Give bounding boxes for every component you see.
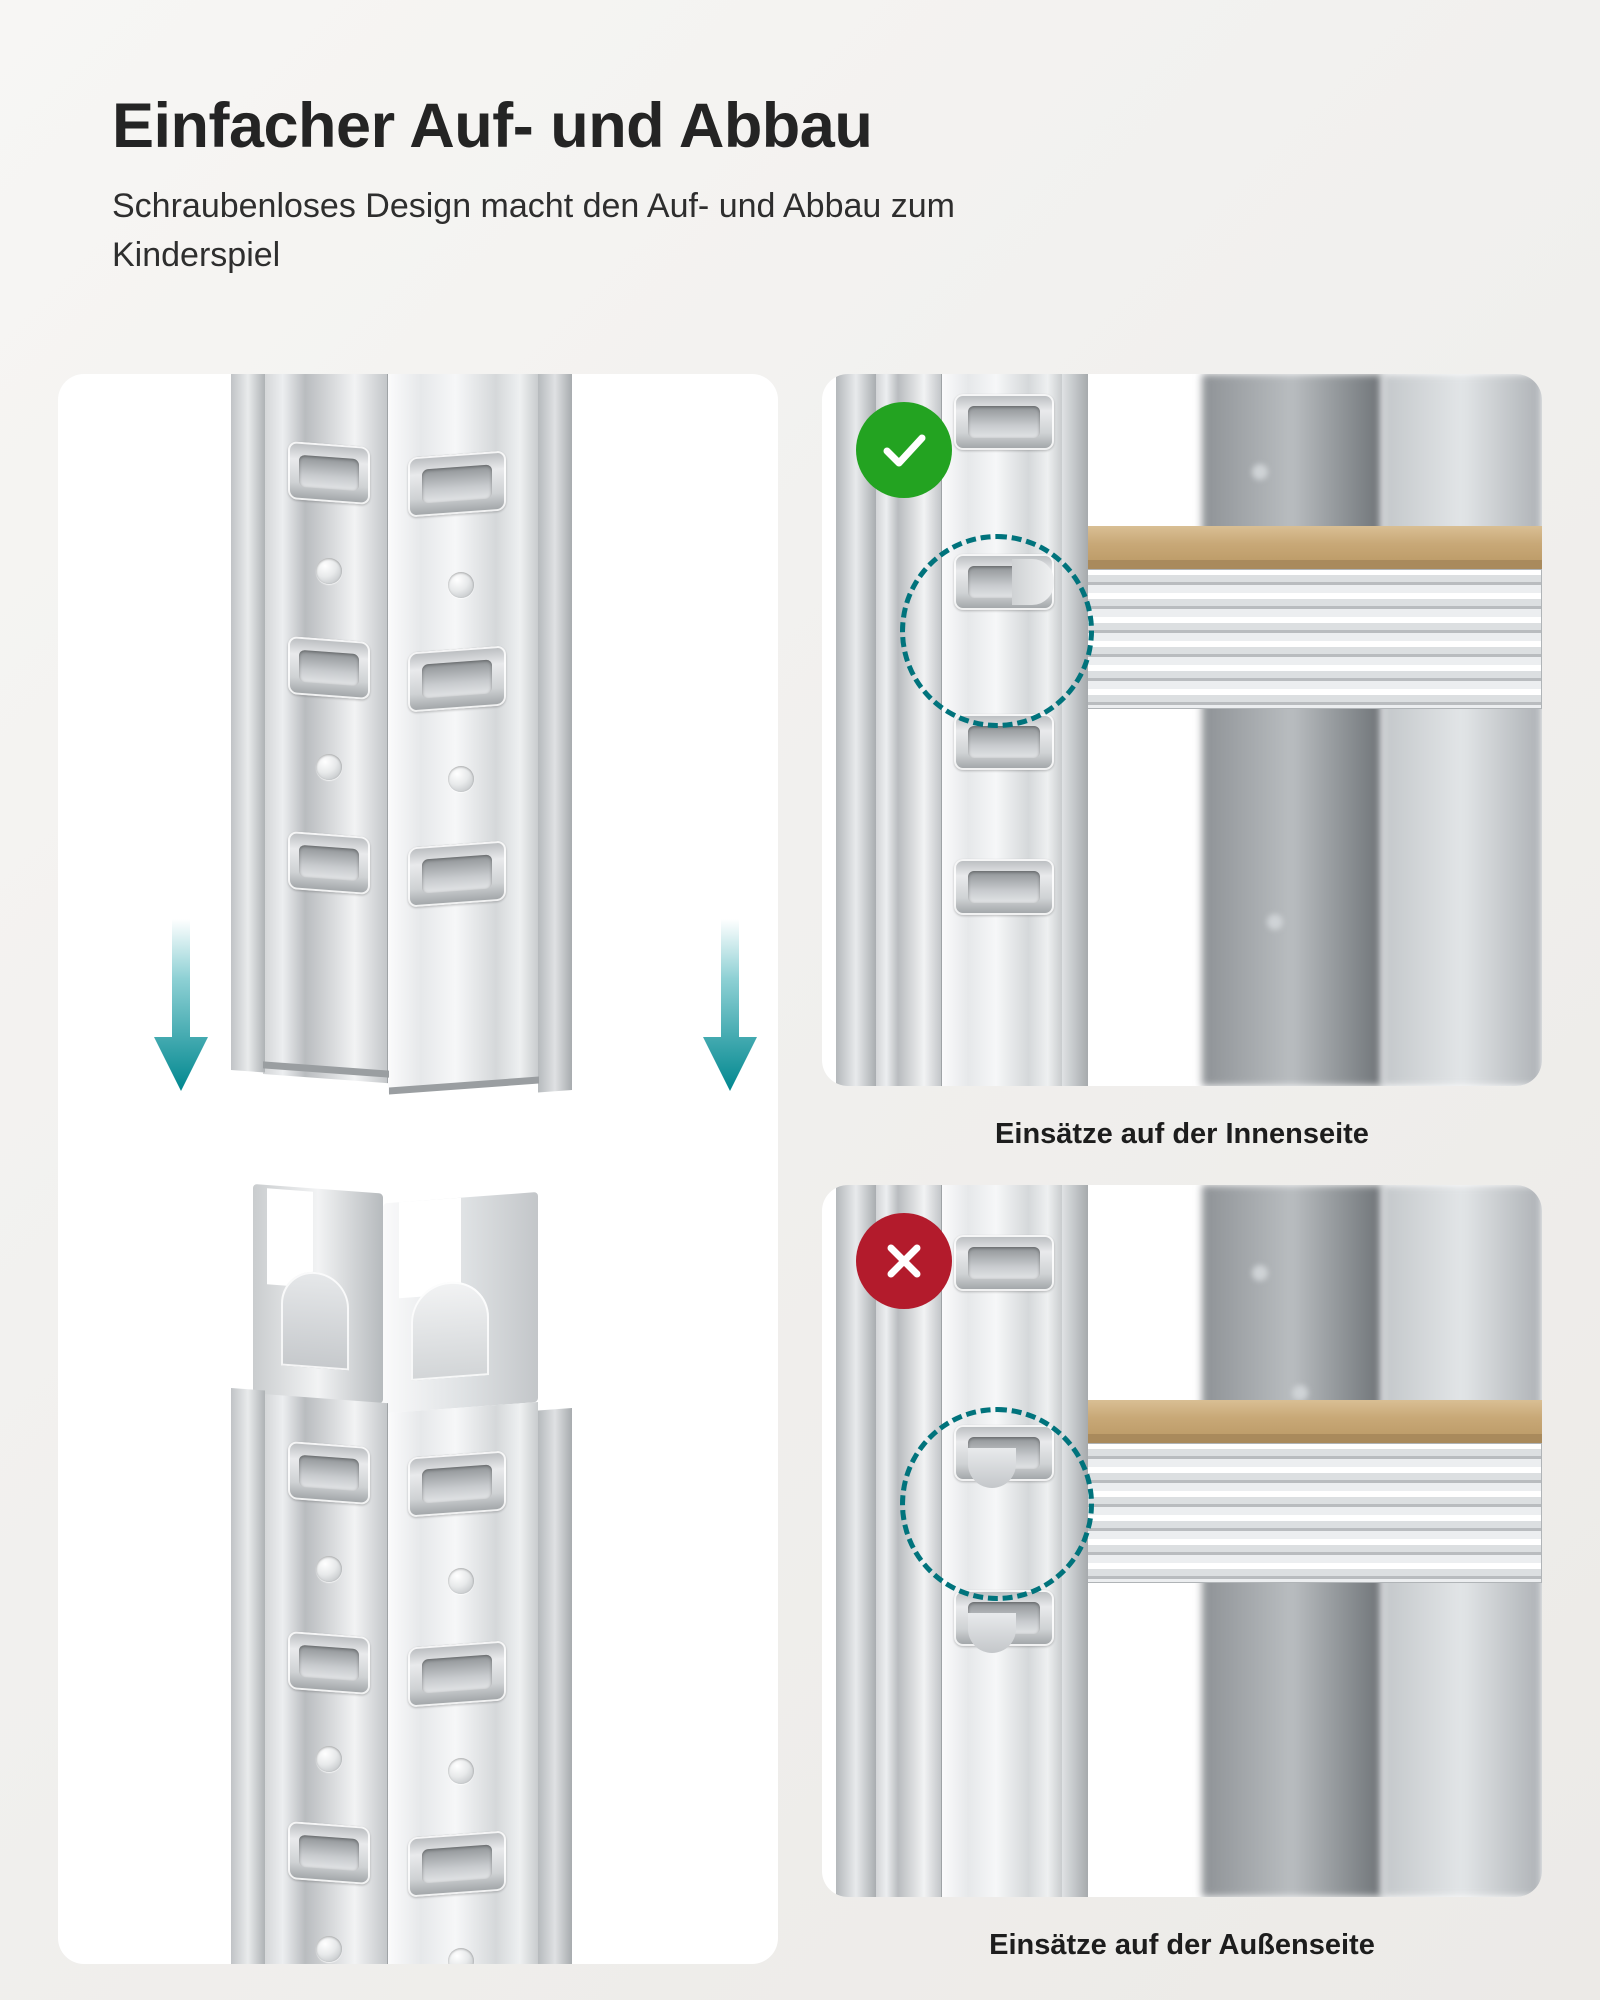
header bbox=[112, 92, 1412, 281]
background-column-right bbox=[1382, 374, 1542, 1086]
post-slot bbox=[408, 645, 506, 712]
highlight-circle bbox=[900, 1407, 1094, 1601]
post-hole bbox=[316, 1936, 342, 1962]
status-badge-correct bbox=[856, 402, 952, 498]
post-slot bbox=[288, 636, 370, 700]
post-hole bbox=[448, 1568, 474, 1594]
background-column bbox=[1202, 374, 1382, 1086]
check-icon bbox=[877, 423, 931, 477]
post-slot bbox=[408, 1450, 506, 1517]
post-hole bbox=[316, 558, 342, 584]
post-hole bbox=[316, 1746, 342, 1772]
post-slot bbox=[288, 831, 370, 895]
panel-incorrect-orientation bbox=[822, 1185, 1542, 1897]
status-badge-incorrect bbox=[856, 1213, 952, 1309]
lower-post-assembly bbox=[203, 1164, 623, 1964]
post-hole bbox=[316, 1556, 342, 1582]
cross-icon bbox=[879, 1236, 929, 1286]
background-dot bbox=[1292, 1385, 1308, 1401]
highlight-circle bbox=[900, 534, 1094, 728]
arrow-down-right bbox=[703, 919, 757, 1099]
post-slot bbox=[408, 450, 506, 517]
post-slot bbox=[288, 441, 370, 505]
post-slot bbox=[408, 1640, 506, 1707]
post-flange-left bbox=[231, 374, 265, 1072]
post-hole bbox=[448, 1758, 474, 1784]
post-slot bbox=[408, 840, 506, 907]
upper-post-assembly bbox=[203, 374, 623, 1094]
post-flange-left bbox=[231, 1388, 265, 1964]
page-subtitle: Schraubenloses Design macht den Auf- und Abbau zum Kinderspiel bbox=[112, 187, 955, 275]
post-slot bbox=[954, 394, 1054, 450]
post-slot bbox=[954, 859, 1054, 915]
post-slot bbox=[288, 1631, 370, 1695]
caption-correct: Einsätze auf der Innenseite bbox=[995, 1118, 1369, 1150]
background-dot bbox=[1252, 464, 1268, 480]
panel-assembly-illustration bbox=[58, 374, 778, 1964]
page-title: Einfacher Auf- und Abbau bbox=[112, 91, 873, 161]
post-flange-right bbox=[538, 374, 572, 1092]
connector-tab bbox=[411, 1279, 489, 1381]
post-hole bbox=[448, 572, 474, 598]
post-slot bbox=[288, 1441, 370, 1505]
post-slot bbox=[288, 1821, 370, 1885]
post-hole bbox=[316, 754, 342, 780]
caption-incorrect: Einsätze auf der Außenseite bbox=[989, 1929, 1375, 1961]
arrow-down-left bbox=[154, 919, 208, 1099]
post-slot bbox=[954, 1235, 1054, 1291]
panel-correct-orientation bbox=[822, 374, 1542, 1086]
post-hole bbox=[448, 766, 474, 792]
post-slot bbox=[408, 1830, 506, 1897]
post-flange-right bbox=[1062, 374, 1088, 1086]
post-flange-right bbox=[538, 1408, 572, 1964]
background-dot bbox=[1252, 1265, 1268, 1281]
connector-tab bbox=[281, 1270, 349, 1371]
background-dot bbox=[1267, 914, 1283, 930]
